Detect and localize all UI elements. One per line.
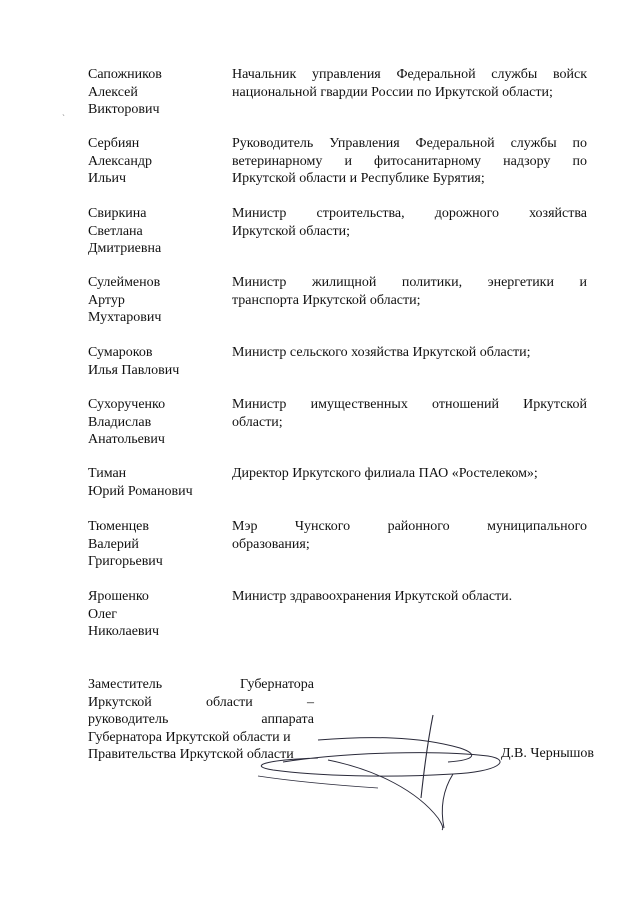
- patronymic: Викторович: [88, 102, 160, 117]
- position-line: Мэр Чунского районного муниципального: [232, 519, 587, 534]
- official-position: [232, 66, 587, 101]
- position-line: Министр имущественных отношений Иркутской: [232, 397, 587, 412]
- official-position: [232, 344, 587, 362]
- surname: Сапожников: [88, 67, 162, 82]
- position-line: области;: [232, 414, 283, 430]
- position-line: Руководитель Управления Федеральной службы по: [232, 136, 587, 151]
- patronymic: Мухтарович: [88, 310, 162, 325]
- surname: Сумароков: [88, 345, 153, 360]
- patronymic: Николаевич: [88, 624, 160, 639]
- official-position: [232, 205, 587, 240]
- patronymic: Григорьевич: [88, 554, 163, 569]
- surname: Тиман: [88, 466, 127, 481]
- handwritten-signature: [228, 700, 518, 840]
- patronymic: Дмитриевна: [88, 241, 162, 256]
- first-name: Владислав: [88, 414, 152, 430]
- position-line: Иркутской области и Республике Бурятия;: [232, 171, 485, 186]
- official-name: [88, 135, 218, 188]
- surname: Свиркина: [88, 206, 147, 221]
- signatory-title-line: Правительства Иркутской области: [88, 747, 294, 763]
- position-line: Начальник управления Федеральной службы войск: [232, 67, 587, 82]
- official-name: [88, 396, 218, 449]
- official-position: [232, 135, 587, 188]
- official-name: [88, 465, 218, 500]
- position-line: транспорта Иркутской области;: [232, 292, 421, 308]
- official-position: [232, 465, 587, 483]
- signatory-title-line: Заместитель Губернатора: [88, 677, 314, 692]
- official-name: [88, 518, 218, 571]
- position-line: Иркутской области;: [232, 223, 350, 239]
- surname: Сулейменов: [88, 275, 161, 290]
- signatory-title-line: Иркутской области –: [88, 694, 314, 710]
- surname: Сербиян: [88, 136, 140, 151]
- official-name: [88, 205, 218, 258]
- first-name: Алексей: [88, 84, 138, 100]
- first-name: Олег: [88, 606, 118, 622]
- first-name: Юрий Романович: [88, 483, 193, 499]
- official-name: [88, 588, 218, 641]
- position-line: Министр жилищной политики, энергетики и: [232, 275, 587, 290]
- official-name: [88, 344, 218, 379]
- official-name: [88, 274, 218, 327]
- first-name: Александр: [88, 153, 152, 169]
- surname: Сухорученко: [88, 397, 166, 412]
- position-line: ветеринарному и фитосанитарному надзору по: [232, 153, 587, 169]
- first-name: Илья Павлович: [88, 362, 180, 378]
- signer-name: Д.В. Чернышов: [501, 746, 594, 761]
- official-position: [232, 588, 587, 606]
- first-name: Светлана: [88, 223, 143, 239]
- first-name: Валерий: [88, 536, 139, 552]
- position-line: Министр строительства, дорожного хозяйства: [232, 206, 587, 221]
- patronymic: Анатольевич: [88, 432, 165, 447]
- scan-mark: `: [62, 113, 65, 123]
- signatory-title-line: Губернатора Иркутской области и: [88, 729, 291, 745]
- surname: Тюменцев: [88, 519, 150, 534]
- position-line: Директор Иркутского филиала ПАО «Ростелеком»;: [232, 466, 538, 481]
- position-line: Министр здравоохранения Иркутской области.: [232, 589, 513, 604]
- official-name: [88, 66, 218, 119]
- position-line: национальной гвардии России по Иркутской области;: [232, 84, 553, 100]
- patronymic: Ильич: [88, 171, 127, 186]
- first-name: Артур: [88, 292, 125, 308]
- surname: Ярошенко: [88, 589, 149, 604]
- official-position: [232, 396, 587, 431]
- signatory-title-line: руководитель аппарата: [88, 712, 314, 728]
- position-line: Министр сельского хозяйства Иркутской области;: [232, 345, 531, 360]
- official-position: [232, 518, 587, 553]
- position-line: образования;: [232, 536, 310, 552]
- official-position: [232, 274, 587, 309]
